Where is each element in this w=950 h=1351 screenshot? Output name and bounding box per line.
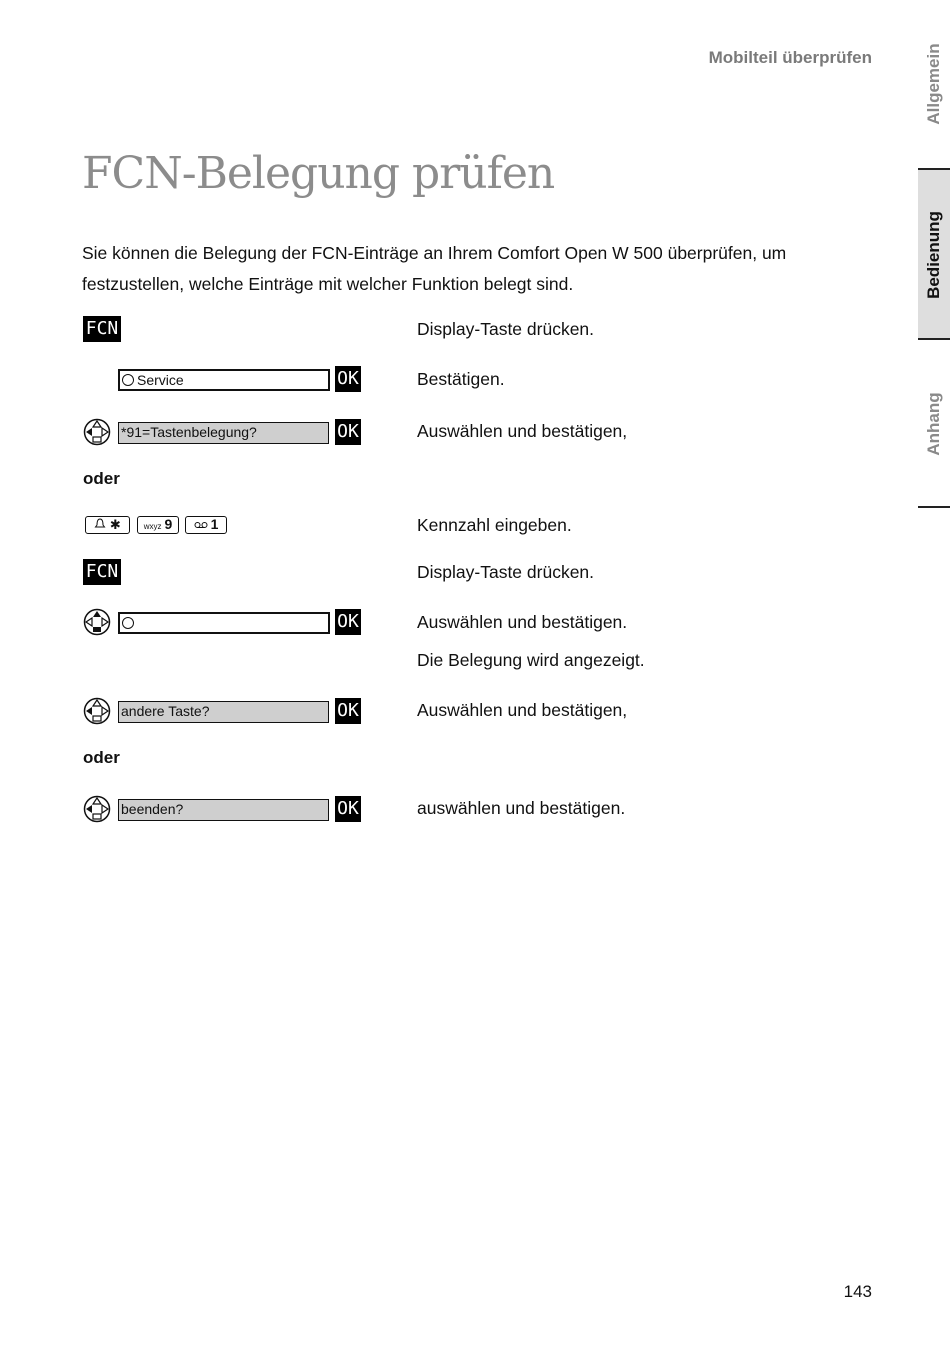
side-tab-bedienung[interactable] [918, 168, 950, 340]
side-tab-label: Bedienung [924, 211, 943, 299]
or-label: oder [83, 469, 120, 488]
section-header: Mobilteil überprüfen [708, 48, 872, 67]
navigation-key-icon [83, 608, 111, 636]
navigation-key-icon [83, 795, 111, 823]
display-line-empty [118, 612, 330, 634]
page-number: 143 [843, 1282, 872, 1301]
step-text: Auswählen und bestätigen. [417, 612, 628, 632]
page-title: FCN-Belegung prüfen [82, 148, 555, 199]
step-text: Auswählen und bestätigen, [417, 700, 628, 720]
step-text: Display-Taste drücken. [417, 319, 595, 339]
step-text: Kennzahl eingeben. [417, 515, 572, 535]
key-letters: wxyz [143, 522, 162, 531]
key-digit: 1 [210, 516, 219, 532]
step-text: Auswählen und bestätigen, [417, 421, 628, 441]
ok-key: OK [335, 419, 361, 445]
side-tab-label: Allgemein [924, 43, 943, 125]
fcn-key: FCN [83, 316, 121, 342]
display-line-andere-taste: andere Taste? [118, 701, 329, 723]
step-text: Display-Taste drücken. [417, 562, 595, 582]
key-9 [137, 516, 179, 534]
navigation-key-icon [83, 418, 111, 446]
bell-key-icon [94, 518, 106, 530]
radio-circle-icon [122, 374, 134, 386]
step-text: Bestätigen. [417, 369, 505, 389]
side-tab-allgemein[interactable] [918, 0, 950, 168]
display-line-service [118, 369, 330, 391]
display-text: Service [137, 372, 184, 388]
or-label: oder [83, 748, 120, 767]
display-line-beenden: beenden? [118, 799, 329, 821]
star-key [85, 516, 130, 534]
step-text: auswählen und bestätigen. [417, 798, 626, 818]
radio-circle-icon [122, 617, 134, 629]
step-note: Die Belegung wird angezeigt. [417, 650, 645, 670]
voicemail-key-icon [194, 521, 208, 529]
side-tab-anhang[interactable] [918, 338, 950, 508]
ok-key: OK [335, 609, 361, 635]
ok-key: OK [335, 796, 361, 822]
side-tab-divider [918, 506, 950, 508]
key-1 [185, 516, 227, 534]
display-line-tastenbelegung: *91=Tastenbelegung? [118, 422, 329, 444]
key-digit: 9 [164, 516, 173, 532]
intro-paragraph: Sie können die Belegung der FCN-Einträge an Ihrem Comfort Open W 500 überprüfen, um festzustellen, welche Einträge mit welcher Funktion belegt sind. [82, 243, 787, 294]
ok-key: OK [335, 698, 361, 724]
side-tab-label: Anhang [924, 392, 943, 456]
star-key-label: ✱ [109, 517, 121, 532]
fcn-key: FCN [83, 559, 121, 585]
navigation-key-icon [83, 697, 111, 725]
ok-key: OK [335, 366, 361, 392]
